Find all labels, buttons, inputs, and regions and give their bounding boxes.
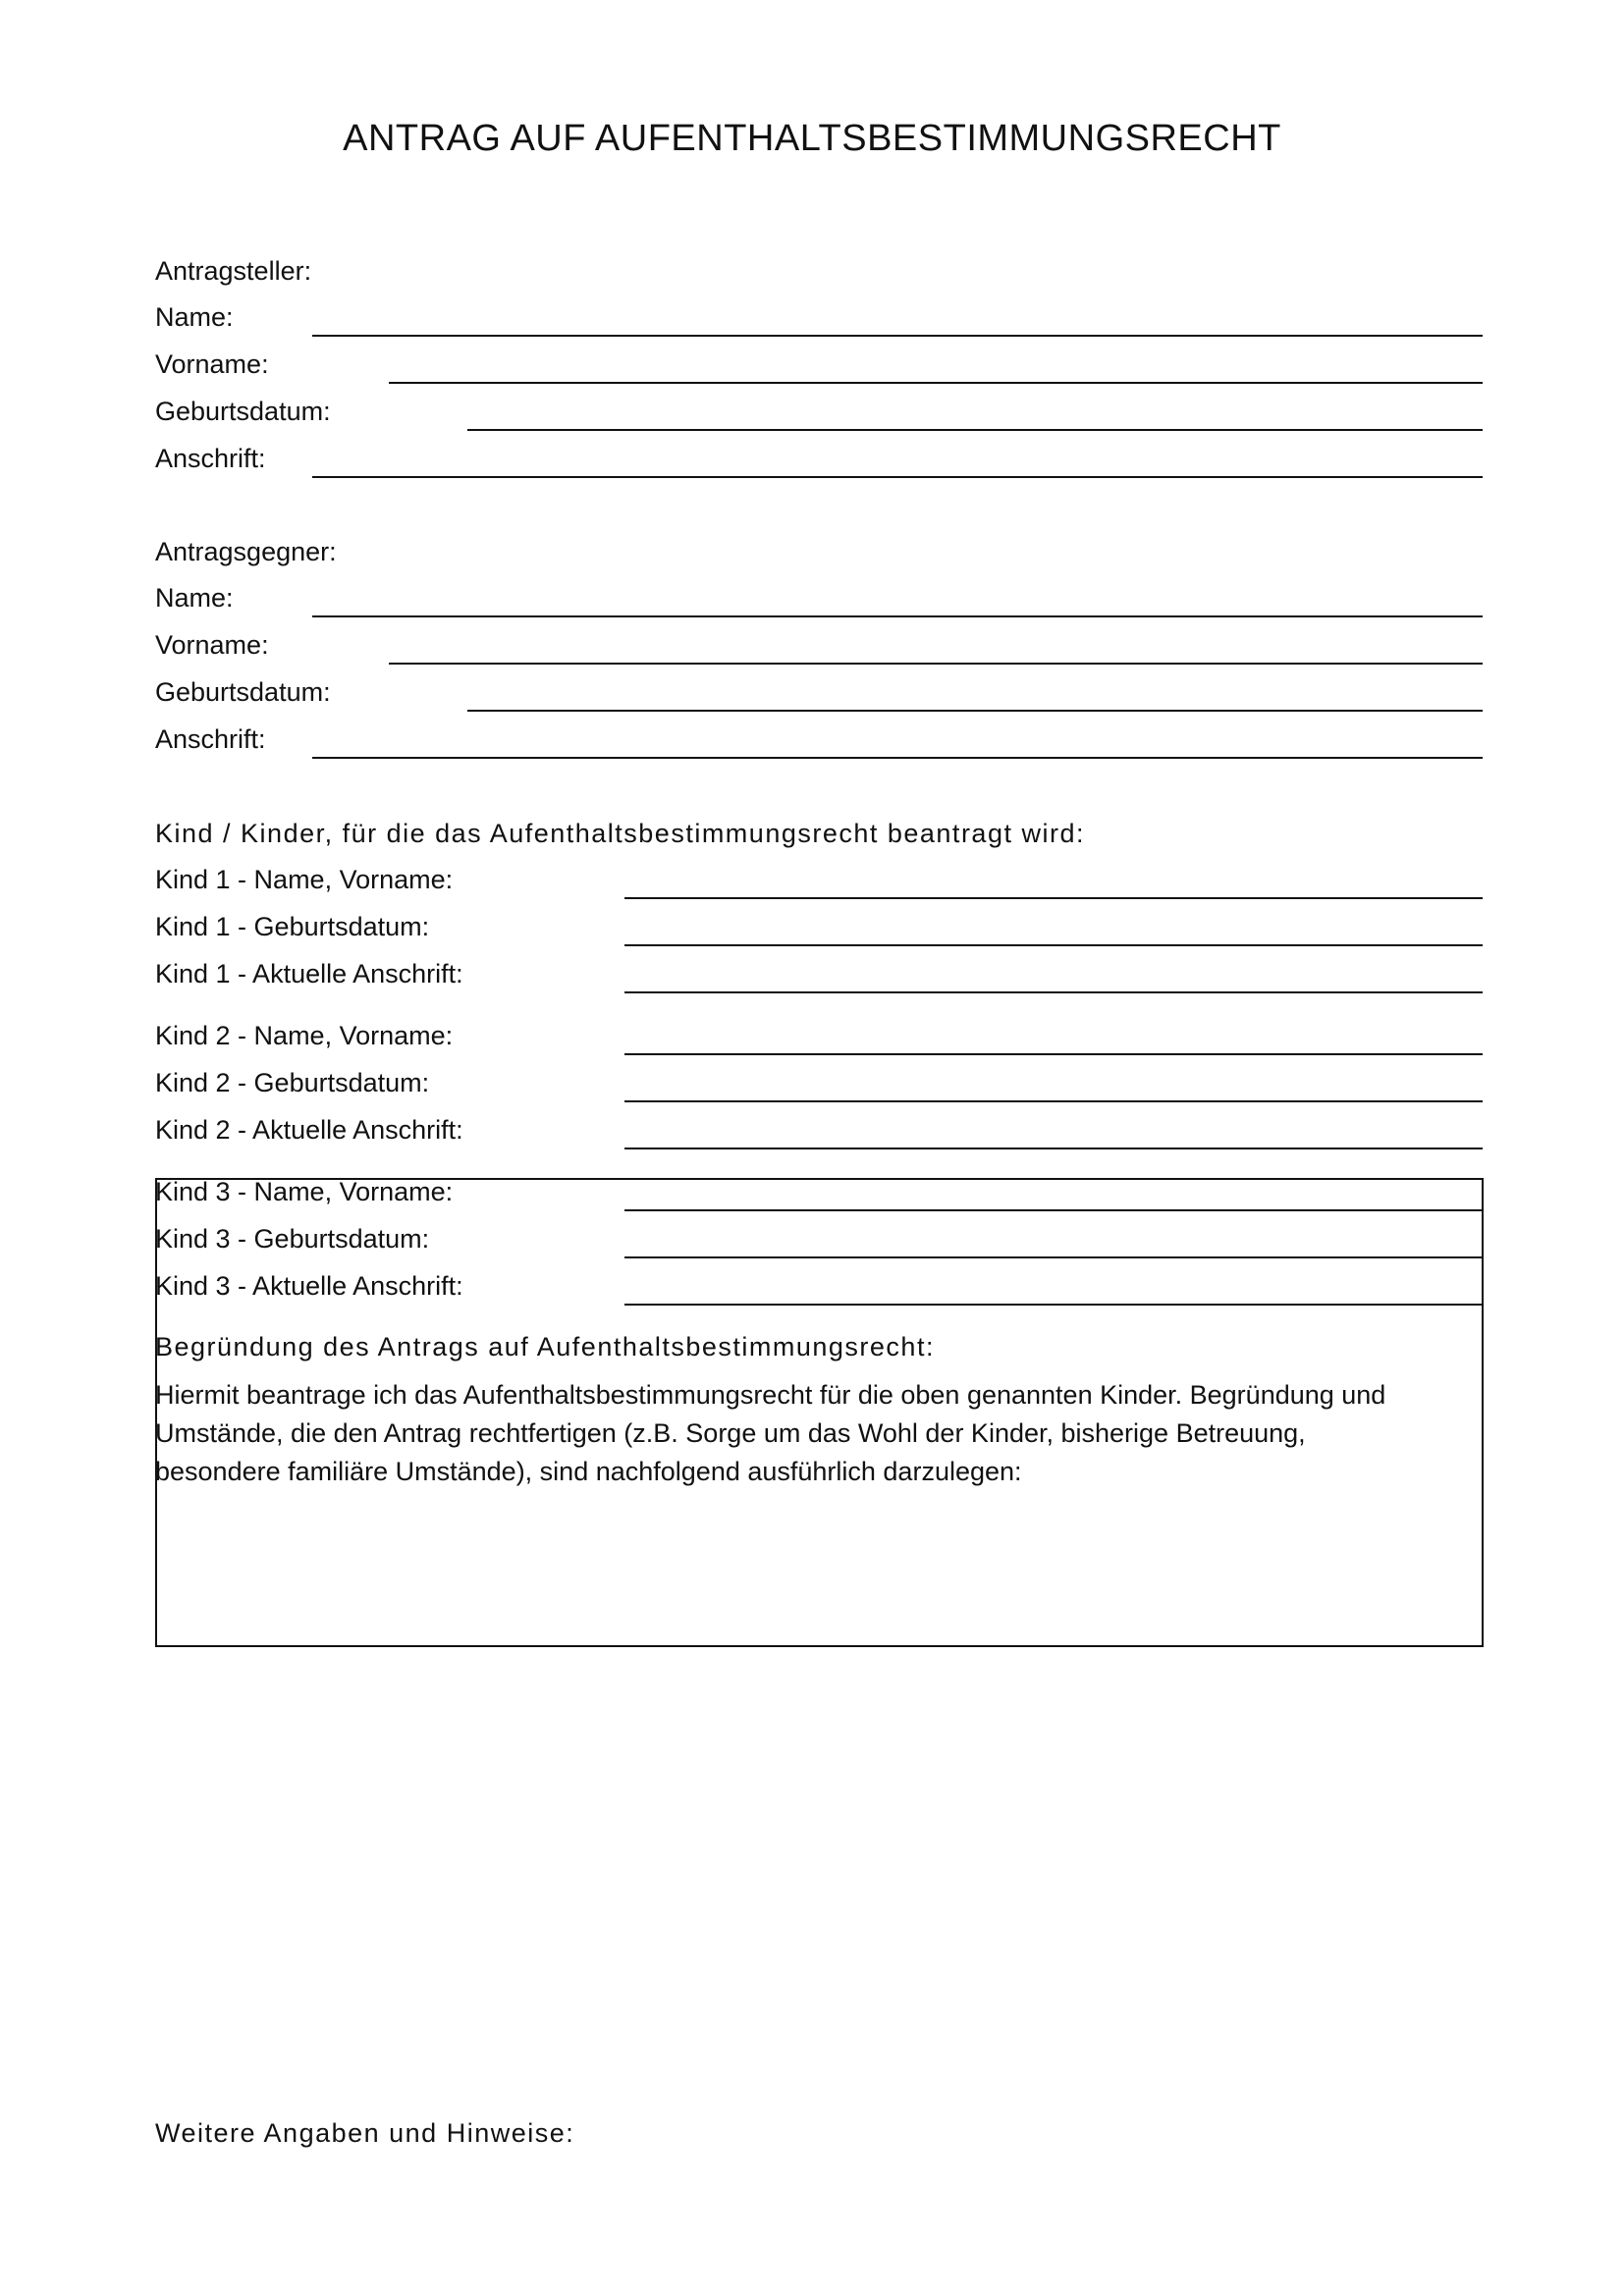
opponent-firstname-field[interactable] [389, 663, 1483, 665]
applicant-firstname-label: Vorname: [155, 349, 269, 379]
child1-birthdate-field[interactable] [624, 944, 1483, 946]
applicant-birthdate-field[interactable] [467, 429, 1483, 431]
opponent-address-field[interactable] [312, 757, 1483, 759]
child2-birthdate-label: Kind 2 - Geburtsdatum: [155, 1068, 430, 1097]
reasoning-text-line-2: Umstände, die den Antrag rechtfertigen (z.B. Sorge um das Wohl der Kinder, bisherige Betreuung, [155, 1418, 1306, 1448]
further-info-heading: Weitere Angaben und Hinweise: [155, 2118, 575, 2148]
applicant-address-field[interactable] [312, 476, 1483, 478]
child1-name-label: Kind 1 - Name, Vorname: [155, 865, 454, 894]
applicant-name-field[interactable] [312, 335, 1483, 337]
child1-name-field[interactable] [624, 897, 1483, 899]
reasoning-input-area[interactable] [157, 1497, 1482, 1644]
opponent-birthdate-label: Geburtsdatum: [155, 677, 331, 707]
opponent-name-label: Name: [155, 583, 234, 613]
child1-address-field[interactable] [624, 991, 1483, 993]
reasoning-text-line-3: besondere familiäre Umstände), sind nachfolgend ausführlich darzulegen: [155, 1457, 1022, 1486]
opponent-heading: Antragsgegner: [155, 537, 337, 566]
opponent-address-label: Anschrift: [155, 724, 266, 754]
applicant-address-label: Anschrift: [155, 444, 266, 473]
child2-address-label: Kind 2 - Aktuelle Anschrift: [155, 1115, 463, 1145]
child3-name-field[interactable] [624, 1209, 1483, 1211]
child3-address-field[interactable] [624, 1304, 1483, 1306]
applicant-heading: Antragsteller: [155, 256, 312, 286]
opponent-birthdate-field[interactable] [467, 710, 1483, 712]
applicant-birthdate-label: Geburtsdatum: [155, 397, 331, 426]
child3-name-label: Kind 3 - Name, Vorname: [155, 1177, 454, 1206]
applicant-name-label: Name: [155, 302, 234, 332]
child2-name-field[interactable] [624, 1053, 1483, 1055]
reasoning-heading: Begründung des Antrags auf Aufenthaltsbestimmungsrecht: [155, 1332, 935, 1362]
child2-address-field[interactable] [624, 1148, 1483, 1149]
document-title: ANTRAG AUF AUFENTHALTSBESTIMMUNGSRECHT [343, 118, 1281, 159]
child1-address-label: Kind 1 - Aktuelle Anschrift: [155, 959, 463, 988]
child2-name-label: Kind 2 - Name, Vorname: [155, 1021, 454, 1050]
child1-birthdate-label: Kind 1 - Geburtsdatum: [155, 912, 430, 941]
opponent-firstname-label: Vorname: [155, 630, 269, 660]
applicant-firstname-field[interactable] [389, 382, 1483, 384]
child2-birthdate-field[interactable] [624, 1100, 1483, 1102]
child3-birthdate-label: Kind 3 - Geburtsdatum: [155, 1224, 430, 1254]
child3-birthdate-field[interactable] [624, 1256, 1483, 1258]
reasoning-text-line-1: Hiermit beantrage ich das Aufenthaltsbestimmungsrecht für die oben genannten Kinder. Begründung und [155, 1380, 1386, 1410]
opponent-name-field[interactable] [312, 615, 1483, 617]
children-heading: Kind / Kinder, für die das Aufenthaltsbestimmungsrecht beantragt wird: [155, 819, 1085, 848]
child3-address-label: Kind 3 - Aktuelle Anschrift: [155, 1271, 463, 1301]
